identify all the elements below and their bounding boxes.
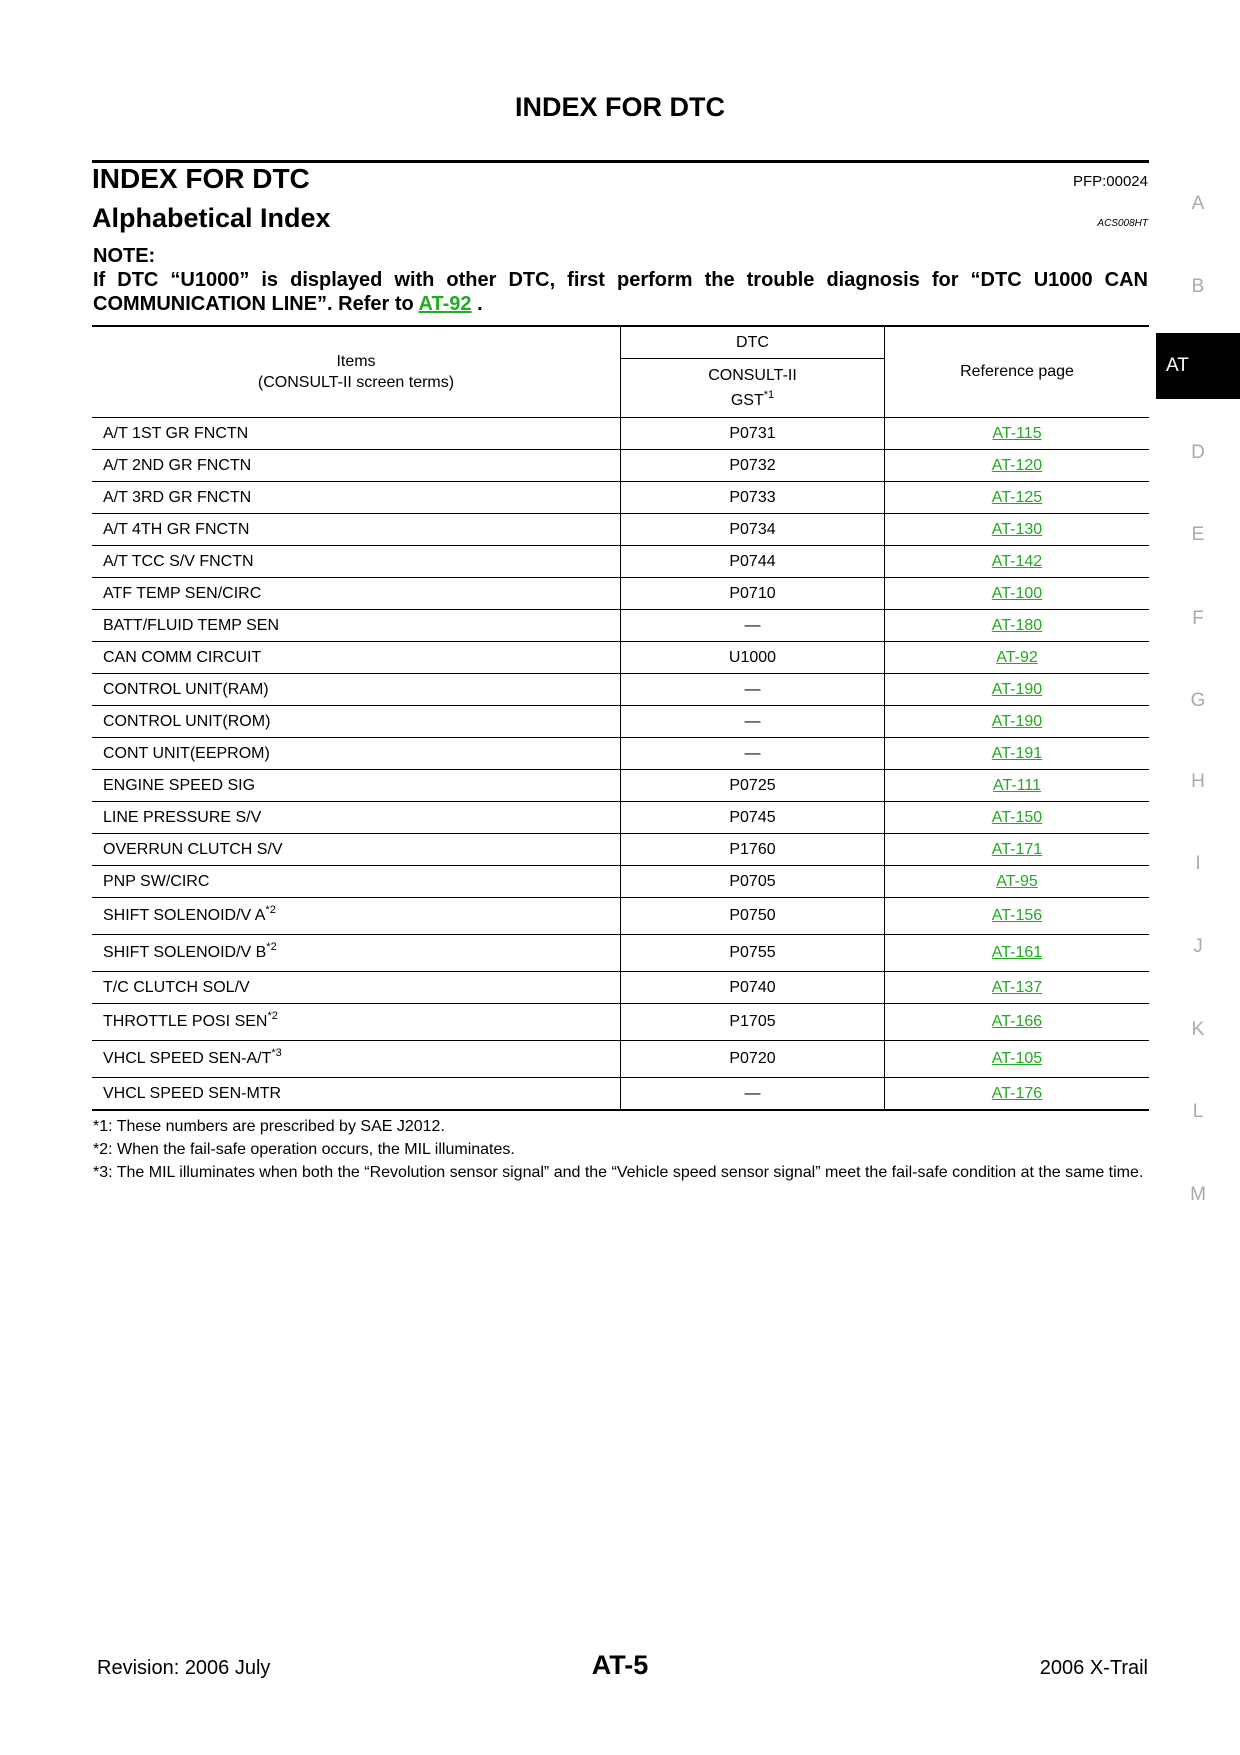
side-index-j[interactable]: J xyxy=(1193,936,1203,957)
row-item xyxy=(92,1004,621,1041)
side-index-f[interactable]: F xyxy=(1192,608,1204,629)
row-reference-link[interactable]: AT-190 xyxy=(991,680,1043,698)
row-reference xyxy=(885,738,1150,770)
row-item xyxy=(92,898,621,935)
row-item-label: THROTTLE POSI SEN xyxy=(103,1013,268,1030)
row-reference-link[interactable]: AT-190 xyxy=(991,712,1043,730)
row-reference-link[interactable]: AT-115 xyxy=(992,424,1042,442)
table-row xyxy=(92,514,1149,546)
row-reference-link[interactable]: AT-156 xyxy=(991,907,1043,924)
section-title: INDEX FOR DTC xyxy=(92,163,310,194)
row-reference xyxy=(885,642,1150,674)
row-item xyxy=(92,546,621,578)
row-item-label: PNP SW/CIRC xyxy=(103,872,210,890)
row-reference xyxy=(885,450,1150,482)
row-item xyxy=(92,514,621,546)
row-dtc-code: P0733 xyxy=(621,482,885,514)
dtc-rows xyxy=(92,418,1149,1111)
row-dtc-code: — xyxy=(621,738,885,770)
header-gst: GST xyxy=(730,392,764,409)
header-reference: Reference page xyxy=(885,326,1150,418)
header-items-line1: Items xyxy=(336,353,376,370)
note-body: If DTC “U1000” is displayed with other DTC, first perform the trouble diagnosis for “DTC U1000 CAN COMMUNICATION LINE”. Refer to xyxy=(93,269,1148,315)
row-reference-link[interactable]: AT-166 xyxy=(991,1013,1043,1030)
side-index-g[interactable]: G xyxy=(1190,690,1206,711)
side-index-l[interactable]: L xyxy=(1192,1101,1204,1122)
row-item xyxy=(92,1078,621,1111)
note-link[interactable]: AT-92 xyxy=(418,293,472,315)
row-item xyxy=(92,418,621,450)
row-reference xyxy=(885,418,1150,450)
row-reference-link[interactable]: AT-180 xyxy=(991,616,1043,634)
row-item-sup: *2 xyxy=(267,1010,278,1022)
row-reference-link[interactable]: AT-150 xyxy=(991,808,1043,826)
row-reference xyxy=(885,674,1150,706)
note-label: NOTE: xyxy=(93,245,156,267)
row-item-sup: *2 xyxy=(265,904,276,916)
row-reference xyxy=(885,770,1150,802)
section-code: PFP:00024 xyxy=(1072,173,1148,190)
table-row xyxy=(92,674,1149,706)
table-row xyxy=(92,834,1149,866)
note-end: . xyxy=(471,293,483,315)
side-index-k[interactable]: K xyxy=(1191,1019,1205,1040)
row-item-label: ENGINE SPEED SIG xyxy=(103,776,256,794)
note-block xyxy=(93,244,1148,316)
note-text xyxy=(93,268,1148,316)
row-reference-link[interactable]: AT-120 xyxy=(991,456,1043,474)
table-row xyxy=(92,898,1149,935)
row-item-label: VHCL SPEED SEN-A/T xyxy=(103,1050,272,1067)
row-reference-link[interactable]: AT-105 xyxy=(991,1050,1043,1067)
row-item-label: CAN COMM CIRCUIT xyxy=(103,648,262,666)
row-item-label: BATT/FLUID TEMP SEN xyxy=(103,616,280,634)
header-dtc: DTC xyxy=(621,326,885,359)
row-item-label: SHIFT SOLENOID/V A xyxy=(103,907,266,924)
row-reference xyxy=(885,482,1150,514)
row-dtc-code: P0705 xyxy=(621,866,885,898)
row-item xyxy=(92,1041,621,1078)
row-reference xyxy=(885,514,1150,546)
row-dtc-code: P0725 xyxy=(621,770,885,802)
side-index-m[interactable]: M xyxy=(1190,1184,1206,1205)
row-item-label: CONTROL UNIT(RAM) xyxy=(103,680,269,698)
row-item-label: CONTROL UNIT(ROM) xyxy=(103,712,271,730)
table-row xyxy=(92,706,1149,738)
row-item xyxy=(92,972,621,1004)
row-reference-link[interactable]: AT-176 xyxy=(991,1084,1043,1102)
subsection-code: ACS008HT xyxy=(1097,218,1148,229)
row-dtc-code: P0732 xyxy=(621,450,885,482)
table-row xyxy=(92,1041,1149,1078)
header-consult-line: CONSULT-II xyxy=(708,367,797,384)
row-reference xyxy=(885,546,1150,578)
footnote: *1: These numbers are prescribed by SAE J2012. xyxy=(93,1118,445,1135)
table-row xyxy=(92,1004,1149,1041)
row-item-label: VHCL SPEED SEN-MTR xyxy=(103,1084,282,1102)
footnotes xyxy=(93,1115,1148,1184)
footnote: *2: When the fail-safe operation occurs, the MIL illuminates. xyxy=(93,1141,515,1158)
row-reference-link[interactable]: AT-100 xyxy=(991,584,1043,602)
page-header-title: INDEX FOR DTC xyxy=(514,92,725,122)
footer-revision: Revision: 2006 July xyxy=(97,1657,271,1679)
row-dtc-code: P0744 xyxy=(621,546,885,578)
row-reference-link[interactable]: AT-191 xyxy=(991,744,1043,762)
side-index-e[interactable]: E xyxy=(1191,524,1205,545)
row-reference xyxy=(885,1078,1150,1111)
side-index-d[interactable]: D xyxy=(1191,442,1205,463)
table-row xyxy=(92,1078,1149,1111)
row-reference-link[interactable]: AT-171 xyxy=(991,840,1043,858)
row-item xyxy=(92,802,621,834)
footnote: *3: The MIL illuminates when both the “Revolution sensor signal” and the “Vehicle speed sensor signal” meet the fail-safe condition at the same time. xyxy=(93,1164,1144,1181)
table-row xyxy=(92,935,1149,972)
table-row xyxy=(92,738,1149,770)
row-reference xyxy=(885,972,1150,1004)
table-row xyxy=(92,972,1149,1004)
row-reference xyxy=(885,802,1150,834)
row-item xyxy=(92,642,621,674)
row-item xyxy=(92,866,621,898)
row-item xyxy=(92,482,621,514)
row-item xyxy=(92,610,621,642)
row-item-label: A/T 2ND GR FNCTN xyxy=(103,456,252,474)
row-item xyxy=(92,674,621,706)
row-reference-link[interactable]: AT-92 xyxy=(996,648,1038,666)
table-row xyxy=(92,802,1149,834)
row-item xyxy=(92,578,621,610)
header-items-line2: (CONSULT-II screen terms) xyxy=(257,374,455,391)
side-index-h[interactable]: H xyxy=(1191,771,1205,792)
table-row xyxy=(92,610,1149,642)
row-reference xyxy=(885,1041,1150,1078)
row-dtc-code: P0740 xyxy=(621,972,885,1004)
table-row xyxy=(92,770,1149,802)
row-dtc-code: — xyxy=(621,674,885,706)
table-row xyxy=(92,642,1149,674)
row-item-sup: *2 xyxy=(266,941,277,953)
table-row xyxy=(92,418,1149,450)
row-dtc-code: — xyxy=(621,610,885,642)
row-dtc-code: P0745 xyxy=(621,802,885,834)
row-reference xyxy=(885,834,1150,866)
table-row xyxy=(92,482,1149,514)
table-row xyxy=(92,546,1149,578)
row-reference-link[interactable]: AT-137 xyxy=(991,978,1043,996)
row-item-label: OVERRUN CLUTCH S/V xyxy=(103,840,283,858)
side-index-i[interactable]: I xyxy=(1195,853,1201,874)
row-item-label: A/T 4TH GR FNCTN xyxy=(103,520,250,538)
row-reference-link[interactable]: AT-142 xyxy=(991,552,1043,570)
row-reference xyxy=(885,1004,1150,1041)
row-item-label: CONT UNIT(EEPROM) xyxy=(103,744,270,762)
header-gst-sup: *1 xyxy=(763,389,775,401)
row-reference-link[interactable]: AT-111 xyxy=(992,776,1042,794)
row-item xyxy=(92,450,621,482)
row-item-sup: *3 xyxy=(271,1047,282,1059)
row-dtc-code: U1000 xyxy=(621,642,885,674)
subsection-title: Alphabetical Index xyxy=(92,203,331,233)
row-dtc-code: P1760 xyxy=(621,834,885,866)
row-reference xyxy=(885,935,1150,972)
row-dtc-code: P0750 xyxy=(621,898,885,935)
row-reference xyxy=(885,898,1150,935)
row-item xyxy=(92,706,621,738)
row-item-label: ATF TEMP SEN/CIRC xyxy=(103,584,262,602)
row-reference-link[interactable]: AT-161 xyxy=(991,944,1043,961)
row-dtc-code: P1705 xyxy=(621,1004,885,1041)
row-item-label: A/T 1ST GR FNCTN xyxy=(103,424,249,442)
row-dtc-code: P0734 xyxy=(621,514,885,546)
row-item-label: LINE PRESSURE S/V xyxy=(103,808,262,826)
header-items xyxy=(92,326,621,418)
table-row xyxy=(92,450,1149,482)
row-reference-link[interactable]: AT-130 xyxy=(991,520,1043,538)
row-reference-link[interactable]: AT-125 xyxy=(991,488,1043,506)
row-reference xyxy=(885,706,1150,738)
header-consult xyxy=(621,359,885,418)
row-dtc-code: — xyxy=(621,1078,885,1111)
row-dtc-code: P0710 xyxy=(621,578,885,610)
row-item xyxy=(92,834,621,866)
footer-page-number: AT-5 xyxy=(591,1650,649,1680)
table-row xyxy=(92,866,1149,898)
row-item xyxy=(92,738,621,770)
header-gst-line xyxy=(621,388,884,413)
row-reference xyxy=(885,578,1150,610)
side-index-at[interactable]: AT xyxy=(1156,333,1240,399)
row-item-label: A/T 3RD GR FNCTN xyxy=(103,488,252,506)
row-item xyxy=(92,935,621,972)
row-item-label: T/C CLUTCH SOL/V xyxy=(103,978,250,996)
row-item xyxy=(92,770,621,802)
row-item-label: SHIFT SOLENOID/V B xyxy=(103,944,267,961)
row-reference xyxy=(885,866,1150,898)
row-dtc-code: P0731 xyxy=(621,418,885,450)
table-row xyxy=(92,578,1149,610)
row-dtc-code: P0720 xyxy=(621,1041,885,1078)
row-item-label: A/T TCC S/V FNCTN xyxy=(103,552,254,570)
row-dtc-code: — xyxy=(621,706,885,738)
row-dtc-code: P0755 xyxy=(621,935,885,972)
dtc-table xyxy=(92,325,1149,1111)
row-reference-link[interactable]: AT-95 xyxy=(996,872,1038,890)
footer-model: 2006 X-Trail xyxy=(1039,1657,1148,1679)
side-index-a[interactable]: A xyxy=(1191,193,1205,214)
row-reference xyxy=(885,610,1150,642)
side-index-b[interactable]: B xyxy=(1191,276,1205,297)
